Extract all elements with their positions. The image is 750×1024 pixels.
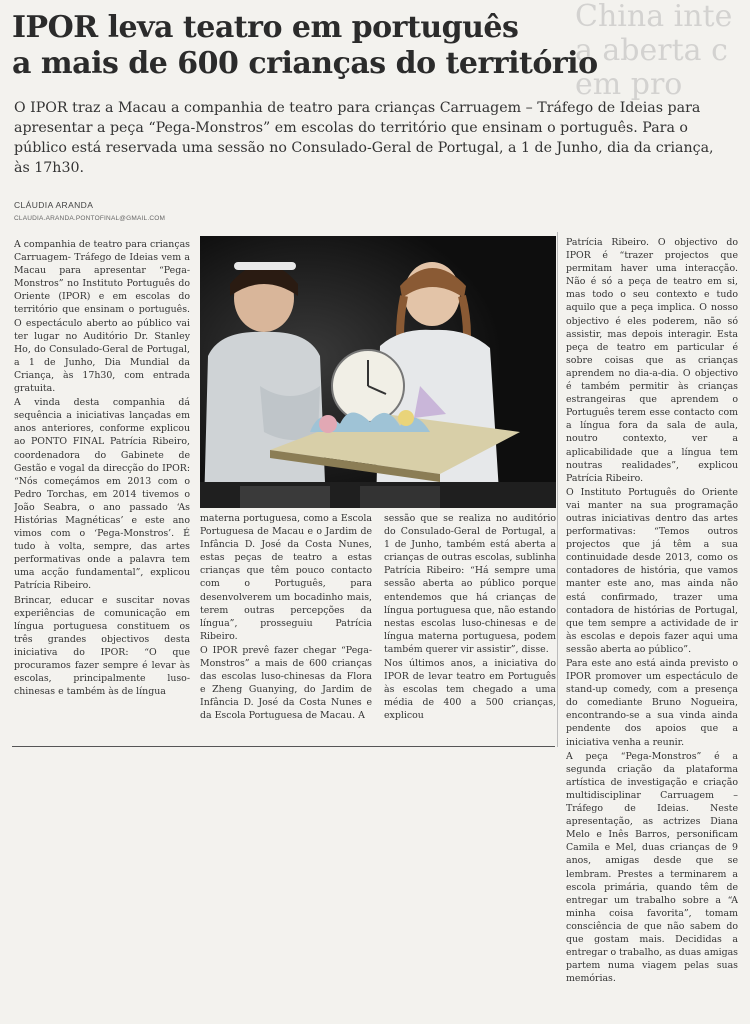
headline-line-2: a mais de 600 crianças do território (12, 46, 598, 81)
paragraph: materna portuguesa, como a Escola Portuguesa de Macau e o Jardim de Infância D. José da Costa Nunes, estas peças de teatro a estas crianças que têm pouco contacto com o Português, para desenvolverem um bocadinho mais, terem outras percepções da língua”, prosseguiu Patrícia Ribeiro. (200, 513, 372, 642)
paragraph: A companhia de teatro para crianças Carruagem- Tráfego de Ideias vem a Macau para apresentar “Pega-Monstros” no Instituto Português do Oriente (IPOR) e em escolas do território que ensinam o português. O espectáculo aberto ao público vai ter lugar no Auditório Dr. Stanley Ho, do Consulado-Geral de Portugal, a 1 de Junho, Dia Mundial da Criança, às 17h30, com entrada gratuita. (14, 239, 190, 395)
ghost-line: China inte (575, 0, 733, 34)
byline-email: CLAUDIA.ARANDA.PONTOFINAL@GMAIL.COM (14, 215, 166, 222)
ghost-line: a aberta c (575, 33, 728, 68)
paragraph: sessão que se realiza no auditório do Consulado-Geral de Portugal, a 1 de Junho, também está aberta a crianças de outras escolas, sublinha Patrícia Ribeiro: “Há sempre uma sessão aberta ao público porque entendemos que há crianças de língua portuguesa que, não estando nestas escolas luso-chinesas e de língua materna portuguesa, podem também querer vir assistir”, disse. (384, 513, 556, 655)
paragraph: Patrícia Ribeiro. O objectivo do IPOR é “trazer projectos que permitam haver uma interacção. Não é só a peça de teatro em si, mas todo o seu contexto e tudo aquilo que a peça implica. O nosso objectivo é eles poderem, não só assistir, mas depois interagir. Esta peça de teatro em particular é sobre coisas que as crianças aprendem no dia-a-dia. O objectivo é também permitir às crianças estrangeiras que aprendem o Português terem esse contacto com a língua fora da sala de aula, noutro contexto, ver a aplicabilidade que a língua tem noutras realidades”, explicou Patrícia Ribeiro. (566, 237, 738, 484)
paragraph: A peça “Pega-Monstros” é a segunda criação da plataforma artística de investigação e criação multidisciplinar Carruagem – Tráfego de Ideias. Neste apresentação, as actrizes Diana Melo e Inês Barros, personificam Camila e Mel, duas crianças de 9 anos, amigas desde que se lembram. Prestes a terminarem a escola primária, quando têm de entregar um trabalho sobre a “A minha coisa favorita”, tomam consciência de que não sabem do que gostam mais. Decididas a entregar o trabalho, as duas amigas partem numa viagem pelas suas memórias. (566, 750, 738, 985)
body-column-2 (200, 512, 372, 738)
paragraph: Nos últimos anos, a iniciativa do IPOR de levar teatro em Português às escolas tem chegado a uma média de 400 a 500 crianças, explicou (384, 658, 556, 722)
actresses-on-stage-illustration (200, 236, 556, 508)
paragraph: O Instituto Português do Oriente vai manter na sua programação outras iniciativas dentro das artes performativas: “Temos outros projectos que já têm a sua continuidade desde 2013, como os contadores de história, que vamos manter este ano, mas ainda não está confirmado, trazer uma contadora de histórias de Portugal, que tem sempre a actividade de ir às escolas e depois fazer aqui uma sessão aberta ao público”. (566, 486, 738, 655)
article-headline (12, 10, 652, 82)
body-column-4 (566, 236, 738, 1016)
paragraph: A vinda desta companhia dá sequência a iniciativas lançadas em anos anteriores, conforme explicou ao PONTO FINAL Patrícia Ribeiro, coordenadora do Gabinete de Gestão e vogal da direcção do IPOR: “Nós começámos em 2013 com o Pedro Torchas, em 2014 tivemos o João Seabra, o ano passado ‘As Histórias Magnéticas’ e este ano vimos com o ‘Pega-Monstros’. É tudo à volta, sempre, das artes performativas onde a palavra tem uma acção fundamental”, explicou Patrícia Ribeiro. (14, 397, 190, 592)
paragraph: Brincar, educar e suscitar novas experiências de comunicação em língua portuguesa constituem os três grandes objectivos desta iniciativa do IPOR: “O que procuramos fazer sempre é levar às escolas, principalmente luso-chinesas e também às de língua (14, 594, 190, 698)
body-column-1 (14, 238, 190, 738)
article-lede: O IPOR traz a Macau a companhia de teatro para crianças Carruagem – Tráfego de Ideias para apresentar a peça “Pega-Monstros” em escolas do território que ensinam o português. Para o público está reservada uma sessão no Consulado-Geral de Portugal, a 1 de Junho, dia da criança, às 17h30. (14, 100, 714, 176)
column-divider (557, 232, 558, 747)
headline-line-1: IPOR leva teatro em português (12, 10, 519, 45)
paragraph: Para este ano está ainda previsto o IPOR promover um espectáculo de stand-up comedy, com a presença do comediante Bruno Nogueira, encontrando-se a sua vinda ainda pendente dos apoios que a iniciativa venha a reunir. (566, 658, 738, 748)
body-column-3 (384, 512, 556, 738)
byline-author: CLÁUDIA ARANDA (14, 200, 94, 210)
ghost-line: em pro (575, 67, 683, 102)
section-divider (12, 746, 555, 747)
paragraph: O IPOR prevê fazer chegar “Pega-Monstros” a mais de 600 crianças das escolas luso-chinesas da Flora e Zheng Guanying, do Jardim de Infância D. José da Costa Nunes e da Escola Portuguesa de Macau. A (200, 644, 372, 722)
article-photo (200, 236, 556, 508)
